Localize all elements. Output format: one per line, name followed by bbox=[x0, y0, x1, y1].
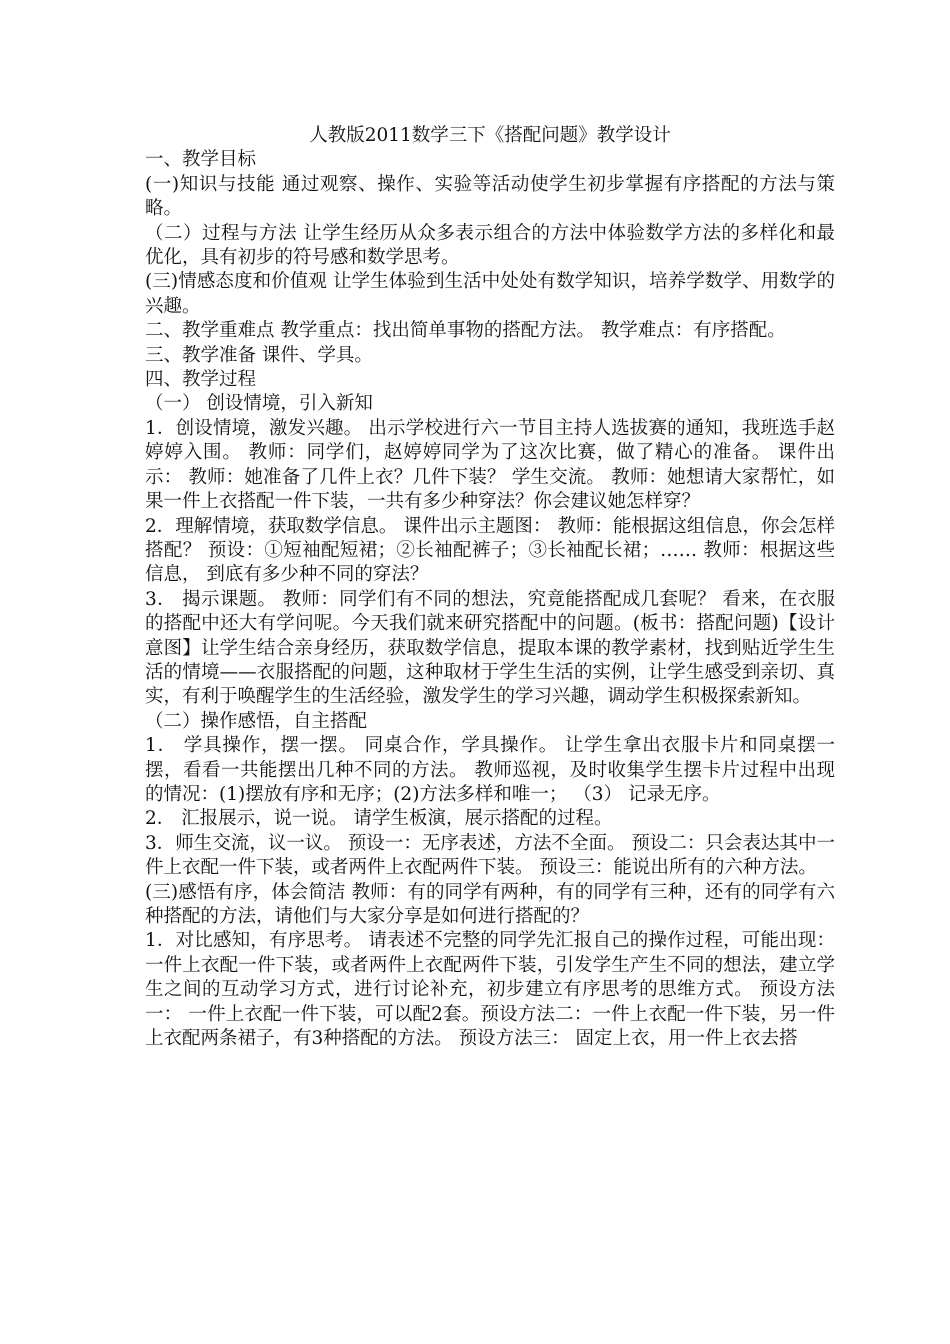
subheading-operate: （二）操作感悟，自主搭配 bbox=[145, 710, 368, 732]
document-page bbox=[145, 124, 835, 1051]
paragraph-operate-3: 3．师生交流，议一议。 预设一：无序表述，方法不全面。 预设二：只会表达其中一件上衣配一件下装，或者两件上衣配两件下装。 预设三：能说出所有的六种方法。 bbox=[145, 832, 835, 879]
paragraph-key-points: 二、教学重难点 教学重点：找出简单事物的搭配方法。 教学难点：有序搭配。 bbox=[145, 320, 786, 342]
paragraph-attitudes-values: (三)情感态度和价值观 让学生体验到生活中处处有数学知识，培养学数学、用数学的兴趣。 bbox=[145, 271, 835, 317]
section-heading-process: 四、教学过程 bbox=[145, 369, 257, 391]
subheading-order: (三)感悟有序，体会简洁 教师：有的同学有两种，有的同学有三种，还有的同学有六种搭配的方法，请他们与大家分享是如何进行搭配的？ bbox=[145, 881, 835, 927]
paragraph-process-methods: （二）过程与方法 让学生经历从众多表示组合的方法中体验数学方法的多样化和最优化，具有初步的符号感和数学思考。 bbox=[145, 222, 835, 269]
paragraph-step-3: 3． 揭示课题。 教师：同学们有不同的想法，究竟能搭配成几套呢？ 看来，在衣服的搭配中还大有学问呢。今天我们就来研究搭配中的问题。(板书：搭配问题)【设计意图】让学生结合亲身经历，获取数学信息，提取本课的教学素材，找到贴近学生生活的情境——衣服搭配的问题，这种取材于学生生活的实例，让学生感受到亲切、真实，有利于唤醒学生的生活经验，激发学生的学习兴趣，调动学生积极探索新知。 bbox=[145, 588, 835, 708]
paragraph-knowledge-skills: (一)知识与技能 通过观察、操作、实验等活动使学生初步掌握有序搭配的方法与策略。 bbox=[145, 173, 835, 220]
paragraph-step-1: 1．创设情境，激发兴趣。 出示学校进行六一节目主持人选拔赛的通知，我班选手赵婷婷入围。 教师：同学们，赵婷婷同学为了这次比赛，做了精心的准备。 课件出示： 教师：她准备了几件上衣？几件下装？ 学生交流。 教师：她想请大家帮忙，如果一件上衣搭配一件下装，一共有多少种穿法？你会建议她怎样穿？ bbox=[145, 417, 835, 513]
document-body bbox=[145, 148, 835, 1051]
paragraph-operate-1: 1． 学具操作，摆一摆。 同桌合作，学具操作。 让学生拿出衣服卡片和同桌摆一摆，看看一共能摆出几种不同的方法。 教师巡视，及时收集学生摆卡片过程中出现的情况：(1)摆放有序和无序；(2)方法多样和唯一； （3） 记录无序。 bbox=[145, 735, 835, 805]
subheading-create-situation: （一） 创设情境，引入新知 bbox=[145, 393, 373, 415]
paragraph-order-1: 1．对比感知，有序思考。 请表述不完整的同学先汇报自己的操作过程，可能出现：一件上衣配一件下装，或者两件上衣配两件下装，引发学生产生不同的想法，建立学生之间的互动学习方式，进行讨论补充，初步建立有序思考的思维方式。 预设方法一： 一件上衣配一件下装，可以配2套。预设方法二：一件上衣配一件下装，另一件上衣配两条裙子，有3种搭配的方法。 预设方法三： 固定上衣，用一件上衣去搭 bbox=[145, 930, 835, 1050]
paragraph-preparation: 三、教学准备 课件、学具。 bbox=[145, 344, 373, 366]
section-heading-objectives: 一、教学目标 bbox=[145, 149, 257, 171]
paragraph-operate-2: 2． 汇报展示，说一说。 请学生板演，展示搭配的过程。 bbox=[145, 808, 613, 830]
paragraph-step-2: 2．理解情境，获取数学信息。 课件出示主题图： 教师：能根据这组信息，你会怎样搭配？ 预设：①短袖配短裙；②长袖配裤子；③长袖配长裙；…… 教师：根据这些信息， 到底有多少种不同的穿法？ bbox=[145, 515, 835, 586]
document-title: 人教版2011数学三下《搭配问题》教学设计 bbox=[309, 125, 671, 146]
